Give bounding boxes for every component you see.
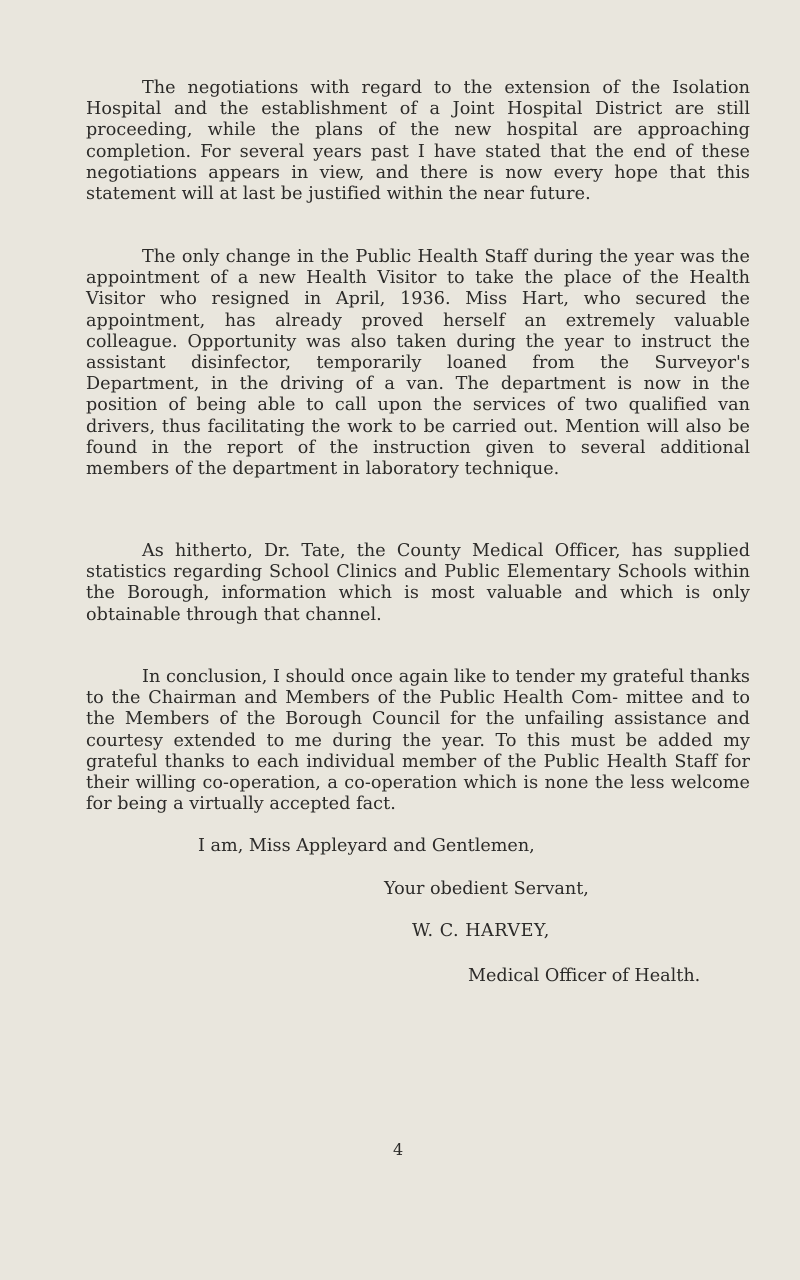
paragraph-hospital-negotiations: The negotiations with regard to the extension of the Isolation Hospital and the establishment of a Joint Hospital District are still proceeding, while the plans of the new hospital are approaching completion. For several years past I have stated that the end of these negotiations appears in view, and there is now every hope that this statement will at last be justified within the near future.	[86, 78, 750, 205]
closing-valediction: Your obedient Servant,	[384, 879, 589, 899]
page-number: 4	[393, 1140, 404, 1159]
closing-salutation: I am, Miss Appleyard and Gentlemen,	[198, 836, 535, 856]
signatory-name: W. C. HARVEY,	[412, 921, 550, 941]
paragraph-conclusion: In conclusion, I should once again like to tender my grateful thanks to the Chairman and Members of the Public Health Com- mittee and to the Members of the Borough Council for the unfailing assistance and courtesy extended to me during the year. To this must be added my grateful thanks to each individual member of the Public Health Staff for their willing co-operation, a co-operation which is none the less welcome for being a virtually accepted fact.	[86, 667, 751, 815]
paragraph-school-statistics: As hitherto, Dr. Tate, the County Medical Officer, has supplied statistics regarding School Clinics and Public Elementary Schools within the Borough, information which is most valuable and which is only obtainable through that channel.	[86, 541, 750, 625]
paragraph-staff-changes: The only change in the Public Health Staff during the year was the appointment of a new Health Visitor to take the place of the Health Visitor who resigned in April, 1936. Miss Hart, who secured the appointment, has already proved herself an extremely valuable colleague. Opportunity was also taken during the year to instruct the assistant disinfector, temporarily loaned from the Surveyor's Department, in the driving of a van. The department is now in the position of being able to call upon the services of two qualified van drivers, thus facilitating the work to be carried out. Mention will also be found in the report of the instruction given to several additional members of the department in laboratory technique.	[86, 247, 750, 480]
signatory-title: Medical Officer of Health.	[468, 966, 701, 986]
